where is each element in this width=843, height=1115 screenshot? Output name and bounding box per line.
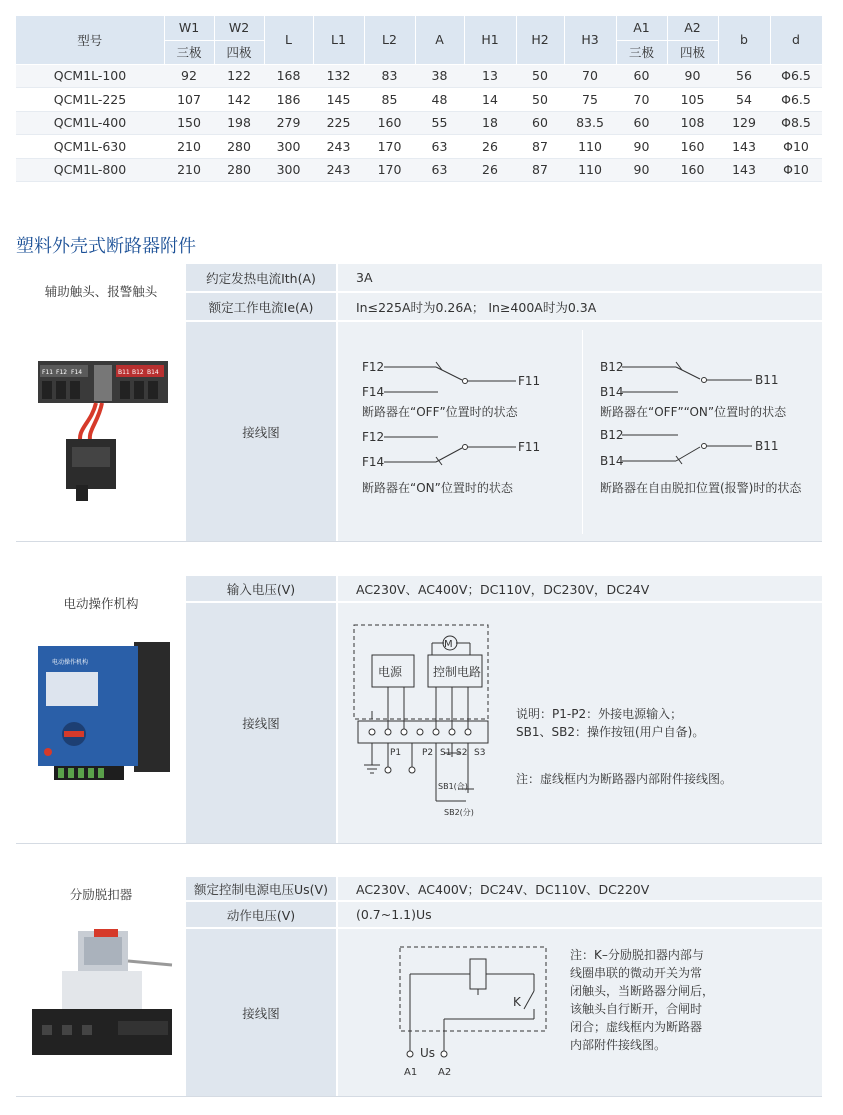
table-row — [16, 135, 822, 159]
motor-row1-value: AC230V、AC400V；DC110V，DC230V，DC24V — [338, 576, 822, 602]
aux-label-f14: F14 — [71, 369, 83, 376]
aux-row1-label: 约定发热电流Ith(A) — [186, 264, 336, 292]
table-cell: Φ6.5 — [770, 64, 822, 88]
aux-b12-label-1: B12 — [600, 360, 624, 374]
table-cell: 198 — [214, 111, 264, 135]
header-h2: H2 — [516, 16, 564, 64]
shunt-note-line: 闭触头，当断路器分闸后， — [570, 984, 715, 998]
header-b: b — [718, 16, 770, 64]
table-cell: 110 — [564, 158, 616, 182]
table-row — [16, 111, 822, 135]
table-row — [16, 64, 822, 88]
aux-row1-value: 3A — [338, 264, 822, 292]
table-cell: 132 — [313, 64, 364, 88]
motor-note-1: 说明：P1-P2：外接电源输入； — [516, 707, 683, 721]
motor-device-label: 电动操作机构 — [52, 659, 89, 666]
table-cell: 92 — [164, 64, 214, 88]
table-cell: 243 — [313, 158, 364, 182]
header-a: A — [415, 16, 464, 64]
table-cell: 160 — [667, 135, 718, 159]
table-cell: 55 — [415, 111, 464, 135]
table-cell: 243 — [313, 135, 364, 159]
aux-contact-image — [36, 359, 171, 504]
motor-p1-label: P1 — [390, 748, 402, 758]
section-title: 塑料外壳式断路器附件 — [16, 236, 196, 257]
table-cell: 143 — [718, 158, 770, 182]
table-cell: 129 — [718, 111, 770, 135]
table-header-row — [16, 16, 822, 40]
aux-left-column — [16, 264, 186, 542]
aux-b14-label-2: B14 — [600, 454, 624, 468]
shunt-bottom-divider — [16, 1096, 822, 1097]
motor-note-3: 注：虚线框内为断路器内部附件接线图。 — [516, 772, 733, 786]
table-cell: 63 — [415, 135, 464, 159]
aux-b12-label-2: B12 — [600, 428, 624, 442]
table-body — [16, 64, 822, 182]
shunt-diagram-label: 接线图 — [186, 929, 336, 1097]
aux-f11-label-2: F11 — [518, 440, 541, 454]
shunt-note-line: 注：K–分励脱扣器内部与 — [570, 948, 704, 962]
table-cell: 50 — [516, 88, 564, 112]
aux-label-f11: F11 — [42, 369, 54, 376]
motor-sb2-label: SB2(分) — [444, 808, 474, 817]
aux-contact-block — [16, 264, 822, 542]
motor-left-column — [16, 576, 186, 844]
motor-note-2: SB1、SB2：操作按钮(用户自备)。 — [516, 725, 705, 739]
motor-diagram-area — [338, 603, 822, 844]
table-cell: 280 — [214, 135, 264, 159]
aux-diagram-area — [338, 322, 822, 542]
table-cell: 50 — [516, 64, 564, 88]
table-cell: 14 — [464, 88, 516, 112]
table-cell: 145 — [313, 88, 364, 112]
table-cell: 38 — [415, 64, 464, 88]
table-cell: 83 — [364, 64, 415, 88]
table-cell: 60 — [516, 111, 564, 135]
table-cell: 60 — [616, 111, 667, 135]
motor-row1-label: 输入电压(V) — [186, 576, 336, 602]
table-row — [16, 88, 822, 112]
table-cell: 70 — [616, 88, 667, 112]
table-cell: 63 — [415, 158, 464, 182]
model-cell: QCM1L-630 — [16, 135, 164, 159]
table-cell: 26 — [464, 135, 516, 159]
model-cell: QCM1L-225 — [16, 88, 164, 112]
aux-f11-label-1: F11 — [518, 374, 541, 388]
table-cell: 70 — [564, 64, 616, 88]
header-a1: A1 — [616, 16, 667, 40]
table-cell: 186 — [264, 88, 313, 112]
header-w1: W1 — [164, 16, 214, 40]
aux-diagram-label: 接线图 — [186, 322, 336, 542]
subheader-w2: 四极 — [214, 40, 264, 64]
shunt-note-line: 内部附件接线图。 — [570, 1038, 667, 1052]
table-cell: 18 — [464, 111, 516, 135]
shunt-note-line: 线圈串联的微动开关为常 — [570, 966, 703, 980]
aux-caption-f-on: 断路器在“ON”位置时的状态 — [362, 481, 513, 495]
aux-f12-label-2: F12 — [362, 430, 385, 444]
aux-f14-label-2: F14 — [362, 455, 385, 469]
table-cell: 170 — [364, 158, 415, 182]
motor-s2-label: S2 — [456, 748, 468, 758]
table-cell: 300 — [264, 158, 313, 182]
table-cell: 90 — [616, 135, 667, 159]
aux-bottom-divider — [16, 541, 822, 542]
subheader-a2: 四极 — [667, 40, 718, 64]
table-cell: 87 — [516, 158, 564, 182]
table-cell: Φ6.5 — [770, 88, 822, 112]
motor-s3-label: S3 — [474, 748, 486, 758]
header-l: L — [264, 16, 313, 64]
aux-label-b14: B14 — [147, 369, 159, 376]
aux-f12-label-1: F12 — [362, 360, 385, 374]
motor-operator-image — [34, 634, 174, 784]
table-cell: 13 — [464, 64, 516, 88]
table-cell: 75 — [564, 88, 616, 112]
motor-power-label: 电源 — [378, 665, 403, 679]
model-cell: QCM1L-400 — [16, 111, 164, 135]
header-l2: L2 — [364, 16, 415, 64]
table-cell: 122 — [214, 64, 264, 88]
table-cell: 142 — [214, 88, 264, 112]
header-h3: H3 — [564, 16, 616, 64]
aux-wiring-diagram — [338, 322, 822, 542]
table-cell: 60 — [616, 64, 667, 88]
aux-label-b12: B12 — [132, 369, 144, 376]
aux-name: 辅助触头、报警触头 — [44, 284, 158, 299]
shunt-note — [570, 947, 714, 1052]
aux-b11-label-1: B11 — [755, 373, 779, 387]
table-cell: 168 — [264, 64, 313, 88]
table-cell: 83.5 — [564, 111, 616, 135]
table-cell: 90 — [616, 158, 667, 182]
table-cell: 170 — [364, 135, 415, 159]
motor-s1-label: S1 — [440, 748, 452, 758]
shunt-row1-label: 额定控制电源电压Us(V) — [186, 877, 336, 901]
table-cell: 110 — [564, 135, 616, 159]
shunt-us-label: Us — [420, 1046, 436, 1060]
table-cell: 108 — [667, 111, 718, 135]
shunt-row2-label: 动作电压(V) — [186, 902, 336, 928]
table-cell: 143 — [718, 135, 770, 159]
dimension-table — [16, 16, 823, 182]
table-cell: 85 — [364, 88, 415, 112]
aux-label-f12: F12 — [56, 369, 68, 376]
shunt-left-column — [16, 877, 186, 1097]
model-cell: QCM1L-100 — [16, 64, 164, 88]
table-cell: 87 — [516, 135, 564, 159]
table-cell: 160 — [364, 111, 415, 135]
header-w2: W2 — [214, 16, 264, 40]
shunt-k-label: K — [513, 995, 521, 1009]
table-cell: 280 — [214, 158, 264, 182]
header-a2: A2 — [667, 16, 718, 40]
shunt-name: 分励脱扣器 — [69, 887, 133, 902]
table-cell: 107 — [164, 88, 214, 112]
model-cell: QCM1L-800 — [16, 158, 164, 182]
table-cell: 160 — [667, 158, 718, 182]
motor-sb1-label: SB1(合) — [438, 782, 468, 791]
motor-control-label: 控制电路 — [433, 665, 482, 679]
table-cell: 225 — [313, 111, 364, 135]
aux-b11-label-2: B11 — [755, 439, 779, 453]
table-cell: 210 — [164, 158, 214, 182]
header-l1: L1 — [313, 16, 364, 64]
shunt-wiring-diagram — [338, 929, 822, 1097]
shunt-diagram-area — [338, 929, 822, 1097]
table-cell: Φ10 — [770, 158, 822, 182]
table-cell: Φ8.5 — [770, 111, 822, 135]
shunt-row1-value: AC230V、AC400V；DC24V、DC110V、DC220V — [338, 877, 822, 901]
aux-caption-b-off-on: 断路器在“OFF”“ON”位置时的状态 — [600, 405, 787, 419]
table-cell: 48 — [415, 88, 464, 112]
subheader-a1: 三极 — [616, 40, 667, 64]
table-cell: 90 — [667, 64, 718, 88]
motor-diagram-label: 接线图 — [186, 603, 336, 844]
aux-label-b11: B11 — [118, 369, 130, 376]
motor-p2-label: P2 — [422, 748, 434, 758]
aux-row2-label: 额定工作电流Ie(A) — [186, 293, 336, 321]
header-d: d — [770, 16, 822, 64]
aux-caption-f-off: 断路器在“OFF”位置时的状态 — [362, 405, 518, 419]
table-cell: Φ10 — [770, 135, 822, 159]
shunt-row2-value: (0.7~1.1)Us — [338, 902, 822, 928]
shunt-a2-label: A2 — [438, 1067, 452, 1078]
subheader-w1: 三极 — [164, 40, 214, 64]
aux-row2-value: In≤225A时为0.26A； In≥400A时为0.3A — [338, 293, 822, 321]
motor-operator-block — [16, 576, 822, 844]
motor-bottom-divider — [16, 843, 822, 844]
aux-b14-label-1: B14 — [600, 385, 624, 399]
shunt-a1-label: A1 — [404, 1067, 418, 1078]
header-model: 型号 — [16, 16, 164, 64]
table-cell: 150 — [164, 111, 214, 135]
aux-caption-b-trip: 断路器在自由脱扣位置(报警)时的状态 — [600, 481, 802, 495]
shunt-note-line: 该触头自行断开，合闸时 — [570, 1002, 703, 1016]
shunt-trip-image — [22, 921, 182, 1061]
table-row — [16, 158, 822, 182]
table-cell: 300 — [264, 135, 313, 159]
shunt-trip-block — [16, 877, 822, 1097]
table-cell: 279 — [264, 111, 313, 135]
header-h1: H1 — [464, 16, 516, 64]
aux-f14-label-1: F14 — [362, 385, 385, 399]
motor-wiring-diagram — [338, 603, 822, 844]
motor-name: 电动操作机构 — [63, 596, 139, 611]
table-cell: 54 — [718, 88, 770, 112]
shunt-note-line: 闭合；虚线框内为断路器 — [570, 1020, 703, 1034]
table-cell: 56 — [718, 64, 770, 88]
motor-m-label: M — [444, 639, 453, 650]
table-cell: 105 — [667, 88, 718, 112]
table-cell: 210 — [164, 135, 214, 159]
table-cell: 26 — [464, 158, 516, 182]
